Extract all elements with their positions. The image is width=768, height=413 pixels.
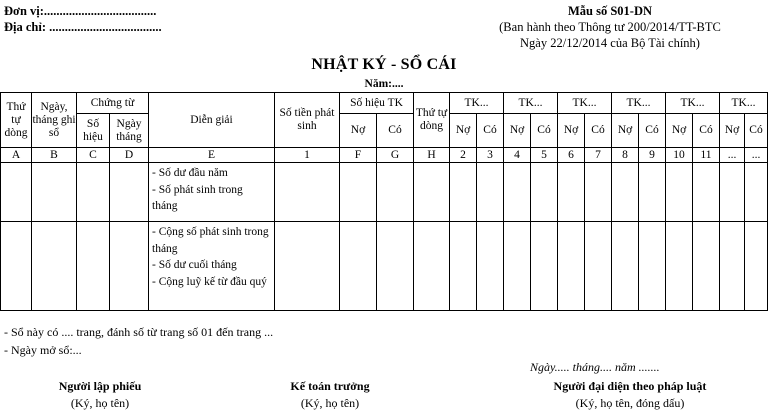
date-line: Ngày..... tháng.... năm .......	[530, 360, 660, 374]
header-debit: Nợ	[720, 114, 745, 148]
header-account-group: TK...	[504, 93, 558, 114]
signature-note: (Ký, họ tên)	[70, 396, 130, 410]
column-letter: 3	[477, 148, 504, 163]
note-pages: - Sổ này có .... trang, đánh số từ trang số 01 đến trang ...	[4, 325, 274, 339]
column-letter: 8	[612, 148, 639, 163]
column-letter: H	[414, 148, 450, 163]
description-line: - Số dư đầu năm	[152, 167, 228, 179]
column-letter: 11	[693, 148, 720, 163]
header-voucher-number: Số hiệu	[77, 114, 110, 148]
column-letter: G	[377, 148, 414, 163]
header-account-group: TK...	[612, 93, 666, 114]
header-description: Diễn giải	[149, 93, 275, 148]
signature-note: (Ký, họ tên)	[300, 396, 360, 410]
column-letter: E	[149, 148, 275, 163]
column-letter: F	[340, 148, 377, 163]
form-info	[485, 3, 735, 51]
column-letter: ...	[720, 148, 745, 163]
column-letter: 2	[450, 148, 477, 163]
header-debit: Nợ	[558, 114, 585, 148]
issued-date: Ngày 22/12/2014 của Bộ Tài chính)	[520, 36, 700, 50]
row-description	[149, 163, 275, 222]
unit-line: Đơn vị:....................................	[4, 4, 157, 18]
column-letter: 5	[531, 148, 558, 163]
header-account-group: TK...	[666, 93, 720, 114]
header-account-group: TK...	[720, 93, 768, 114]
description-line: - Số dư cuối tháng	[152, 259, 237, 271]
signature-note: (Ký, họ tên, đóng dấu)	[575, 396, 685, 410]
column-letter: 7	[585, 148, 612, 163]
header-line-no: Thứ tự dòng	[1, 93, 32, 148]
header-credit: Có	[745, 114, 768, 148]
header-debit: Nợ	[450, 114, 477, 148]
header-voucher: Chứng từ	[77, 93, 149, 114]
header-credit: Có	[477, 114, 504, 148]
unit-info	[4, 3, 162, 35]
header-debit: Nợ	[612, 114, 639, 148]
header-line-no-2: Thứ tự dòng	[414, 93, 450, 148]
column-letter: 6	[558, 148, 585, 163]
column-letter: B	[32, 148, 77, 163]
header-credit: Có	[585, 114, 612, 148]
header-credit: Có	[377, 114, 414, 148]
signature-legal-rep	[510, 378, 750, 412]
column-letter: ...	[745, 148, 768, 163]
ledger-table	[0, 92, 768, 311]
form-code: Mẫu số S01-DN	[567, 4, 653, 18]
signature-title: Người lập phiếu	[58, 379, 142, 393]
column-letter: 4	[504, 148, 531, 163]
header-voucher-date: Ngày tháng	[110, 114, 149, 148]
description-line: - Cộng luỹ kế từ đầu quý	[152, 275, 267, 288]
table-row	[1, 163, 768, 222]
signature-title: Người đại diện theo pháp luật	[553, 379, 707, 393]
column-letter: 10	[666, 148, 693, 163]
signature-preparer	[20, 378, 180, 412]
header-credit: Có	[639, 114, 666, 148]
table-row	[1, 222, 768, 311]
header-amount: Số tiền phát sinh	[275, 93, 340, 148]
address-line: Địa chỉ: ....................................	[4, 20, 162, 34]
column-letter: D	[110, 148, 149, 163]
notes	[4, 323, 273, 359]
header-account-code: Số hiệu TK	[340, 93, 414, 114]
signature-title: Kế toán trưởng	[290, 379, 370, 393]
document-title: NHẬT KÝ - SỔ CÁI	[311, 56, 457, 73]
header-debit: Nợ	[504, 114, 531, 148]
column-letter: 9	[639, 148, 666, 163]
note-open-date: - Ngày mở sổ:...	[4, 343, 82, 357]
column-letter: 1	[275, 148, 340, 163]
column-letters-row	[1, 148, 768, 163]
column-letter: A	[1, 148, 32, 163]
issued-by: (Ban hành theo Thông tư 200/2014/TT-BTC	[499, 20, 721, 34]
header-debit: Nợ	[666, 114, 693, 148]
header-debit: Nợ	[340, 114, 377, 148]
header-credit: Có	[531, 114, 558, 148]
header-account-group: TK...	[558, 93, 612, 114]
row-description	[149, 222, 275, 311]
description-line: - Số phát sinh trong tháng	[152, 183, 243, 212]
signature-chief-accountant	[250, 378, 410, 412]
column-letter: C	[77, 148, 110, 163]
header-credit: Có	[693, 114, 720, 148]
header-record-date: Ngày, tháng ghi sổ	[32, 93, 77, 148]
description-line: - Cộng số phát sinh trong tháng	[152, 226, 269, 255]
header-account-group: TK...	[450, 93, 504, 114]
year-line: Năm:....	[364, 78, 404, 90]
